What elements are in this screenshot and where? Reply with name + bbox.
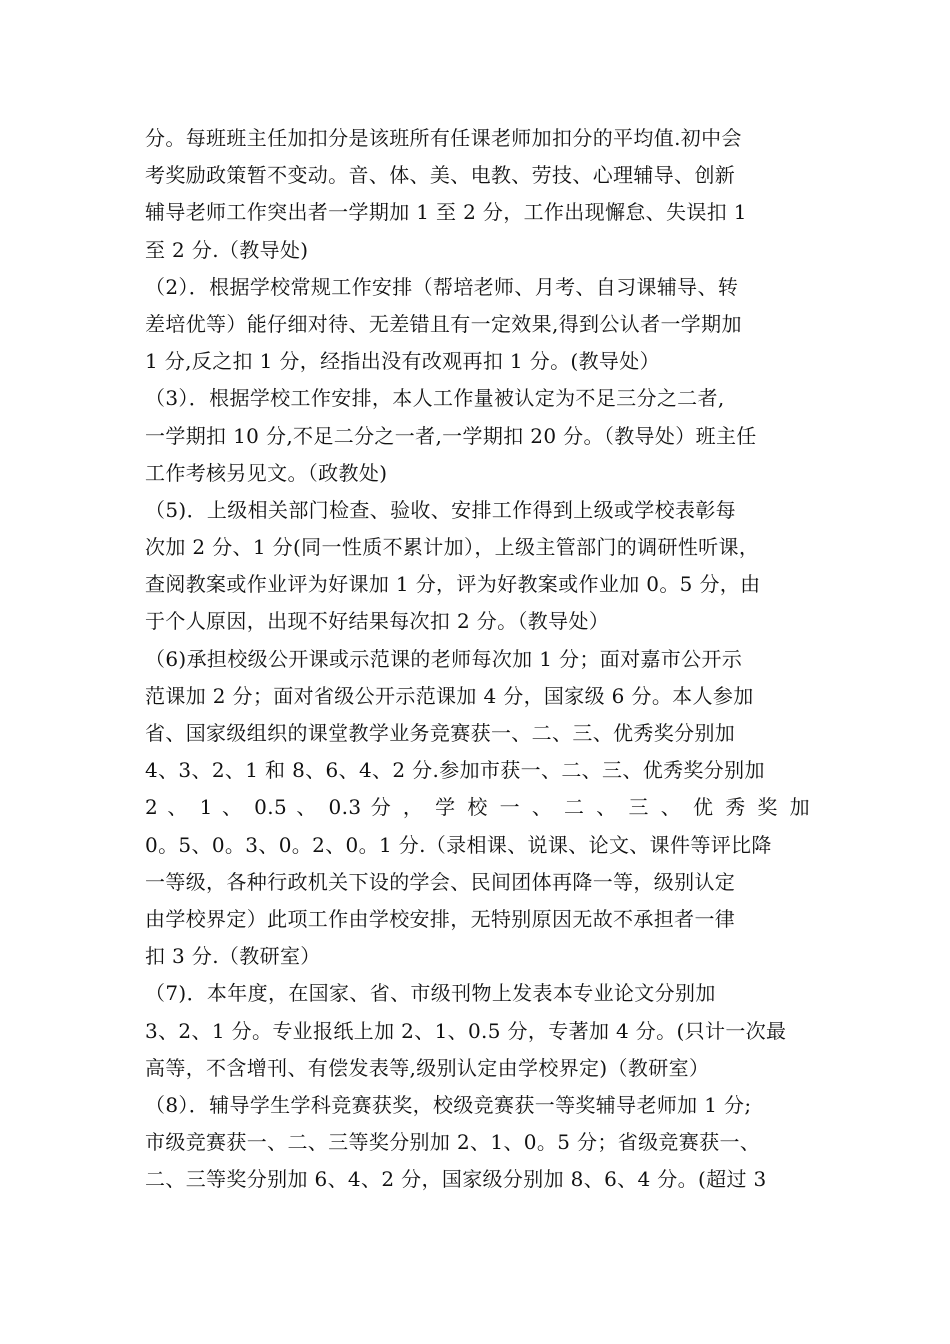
text-line: （5)．上级相关部门检查、验收、安排工作得到上级或学校表彰每	[145, 497, 737, 522]
text-line: 4、3、2、1 和 8、6、4、2 分.参加市获一、二、三、优秀奖分别加	[145, 758, 765, 783]
text-line: （6)承担校级公开课或示范课的老师每次加 1 分；面对嘉市公开示	[145, 646, 743, 671]
text-line: 高等，不含增刊、有偿发表等,级别认定由学校界定)（教研室）	[145, 1055, 710, 1080]
text-line: 二、三等奖分别加 6、4、2 分，国家级分别加 8、6、4 分。(超过 3	[145, 1167, 767, 1192]
text-line: 3、2、1 分。专业报纸上加 2、1、0.5 分，专著加 4 分。(只计一次最	[145, 1018, 787, 1043]
text-line: 2 、 1 、 0.5 、 0.3 分 ， 学 校 一 、 二 、 三 、 优 秀 奖 加	[145, 795, 810, 820]
text-line: 次加 2 分、1 分(同一性质不累计加），上级主管部门的调研性听课，	[145, 535, 760, 560]
text-line: 工作考核另见文。（政教处)	[145, 460, 388, 485]
text-line: 0。5、0。3、0。2、0。1 分.（录相课、说课、论文、课件等评比降	[145, 832, 772, 857]
text-line: （3）．根据学校工作安排，本人工作量被认定为不足三分之二者,	[145, 386, 725, 411]
text-line: 于个人原因，出现不好结果每次扣 2 分。（教导处）	[145, 609, 610, 634]
text-line: 辅导老师工作突出者一学期加 1 至 2 分，工作出现懈怠、失误扣 1	[145, 200, 747, 225]
text-line: （7)．本年度，在国家、省、市级刊物上发表本专业论文分别加	[145, 981, 716, 1006]
text-line: 一学期扣 10 分,不足二分之一者,一学期扣 20 分。（教导处）班主任	[145, 423, 757, 448]
text-line: 省、国家级组织的课堂教学业务竞赛获一、二、三、优秀奖分别加	[145, 721, 736, 745]
text-line: 考奖励政策暂不变动。音、体、美、电教、劳技、心理辅导、创新	[145, 163, 736, 188]
text-line: 1 分,反之扣 1 分，经指出没有改观再扣 1 分。(教导处）	[145, 349, 660, 374]
text-line: 范课加 2 分；面对省级公开示范课加 4 分，国家级 6 分。本人参加	[145, 683, 754, 708]
text-line: （8）．辅导学生学科竞赛获奖，校级竞赛获一等奖辅导老师加 1 分;	[145, 1092, 752, 1117]
text-line: 一等级，各种行政机关下设的学会、民间团体再降一等，级别认定	[145, 869, 736, 894]
text-line: （2）．根据学校常规工作安排（帮培老师、月考、自习课辅导、转	[145, 274, 739, 299]
document-body	[145, 120, 810, 1198]
text-line: 分。每班班主任加扣分是该班所有任课老师加扣分的平均值.初中会	[145, 126, 742, 150]
text-line: 由学校界定）此项工作由学校安排，无特别原因无故不承担者一律	[145, 906, 736, 931]
text-line: 至 2 分.（教导处)	[145, 237, 309, 262]
text-line: 差培优等）能仔细对待、无差错且有一定效果,得到公认者一学期加	[145, 311, 742, 336]
text-line: 查阅教案或作业评为好课加 1 分，评为好教案或作业加 0。5 分，由	[145, 572, 761, 597]
text-line: 市级竞赛获一、二、三等奖分别加 2、1、0。5 分；省级竞赛获一、	[145, 1130, 761, 1155]
text-line: 扣 3 分.（教研室）	[145, 944, 321, 969]
